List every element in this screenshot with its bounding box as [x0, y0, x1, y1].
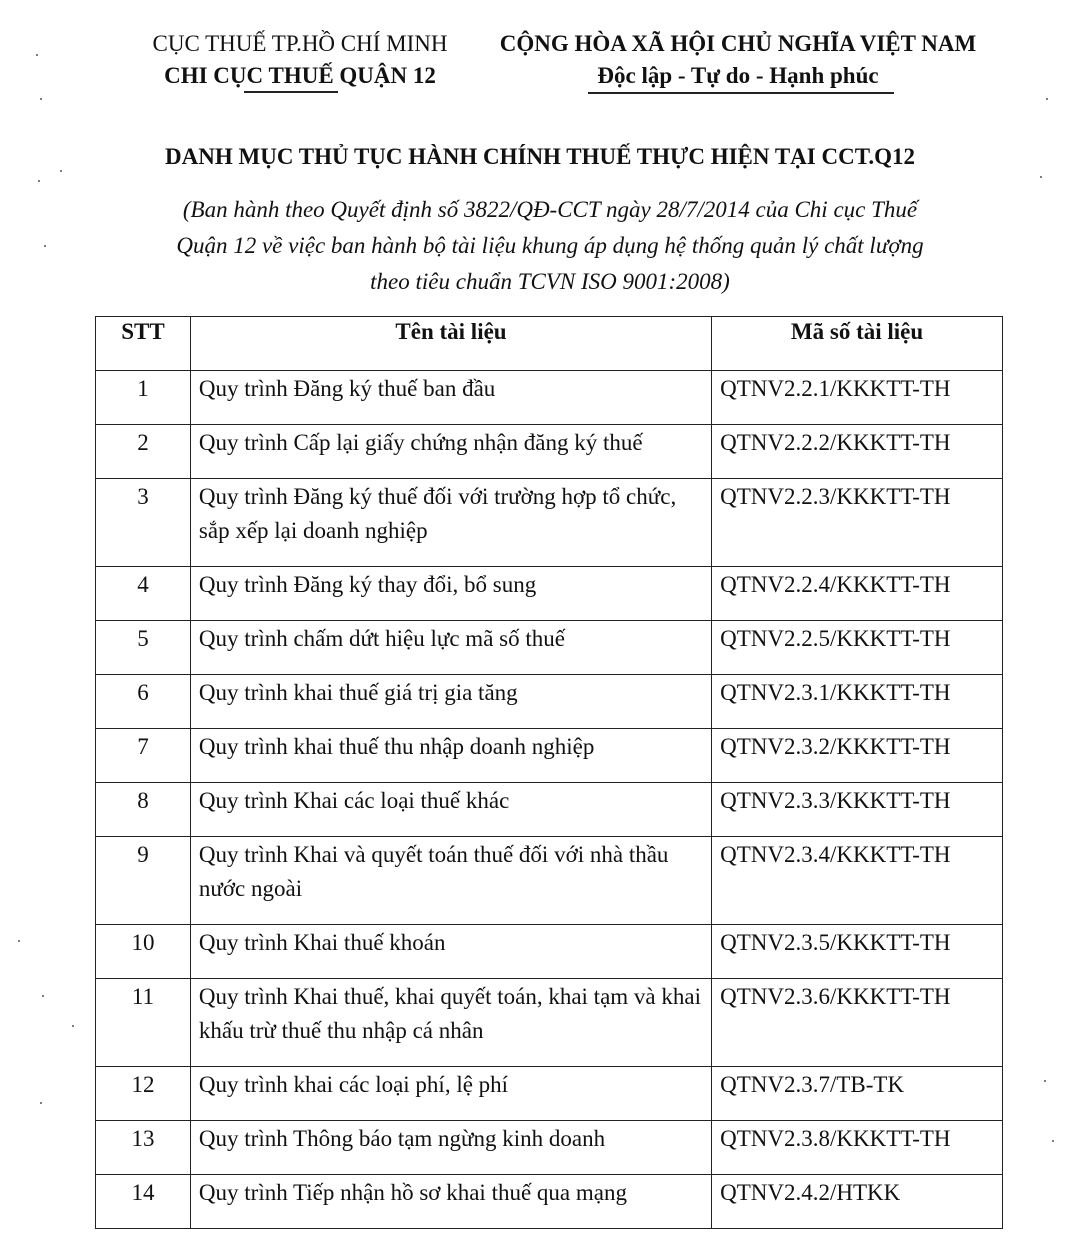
row-document-name: Quy trình Khai thuế, khai quyết toán, khai tạm và khai khấu trừ thuế thu nhập cá nhân [190, 979, 711, 1067]
national-motto: Độc lập - Tự do - Hạnh phúc [597, 63, 879, 88]
row-stt: 6 [96, 675, 191, 729]
table-row [96, 479, 1003, 567]
scan-speck [60, 170, 62, 172]
row-document-code: QTNV2.3.5/KKKTT-TH [712, 925, 1003, 979]
row-document-code: QTNV2.4.2/HTKK [712, 1175, 1003, 1229]
row-document-name: Quy trình Thông báo tạm ngừng kinh doanh [190, 1121, 711, 1175]
table-row [96, 729, 1003, 783]
row-document-code: QTNV2.3.4/KKKTT-TH [712, 837, 1003, 925]
scan-speck [42, 995, 44, 997]
row-document-code: QTNV2.2.3/KKKTT-TH [712, 479, 1003, 567]
table-row [96, 1067, 1003, 1121]
row-document-code: QTNV2.3.3/KKKTT-TH [712, 783, 1003, 837]
row-stt: 10 [96, 925, 191, 979]
row-document-name: Quy trình khai thuế giá trị gia tăng [190, 675, 711, 729]
row-stt: 2 [96, 425, 191, 479]
table-row [96, 371, 1003, 425]
country-name: CỘNG HÒA XÃ HỘI CHỦ NGHĨA VIỆT NAM [499, 31, 977, 56]
row-stt: 9 [96, 837, 191, 925]
scan-speck [36, 54, 38, 56]
table-row [96, 621, 1003, 675]
subtitle-line: Quận 12 về việc ban hành bộ tài liệu khung áp dụng hệ thống quản lý chất lượng [176, 233, 924, 258]
table-row [96, 1175, 1003, 1229]
row-document-name: Quy trình khai các loại phí, lệ phí [190, 1067, 711, 1121]
national-header [478, 28, 998, 92]
row-document-code: QTNV2.2.2/KKKTT-TH [712, 425, 1003, 479]
table-header-row [96, 317, 1003, 371]
motto-underline [588, 92, 894, 94]
table-row [96, 425, 1003, 479]
row-stt: 11 [96, 979, 191, 1067]
row-document-code: QTNV2.3.1/KKKTT-TH [712, 675, 1003, 729]
row-document-name: Quy trình Tiếp nhận hồ sơ khai thuế qua mạng [190, 1175, 711, 1229]
scan-speck [18, 940, 20, 942]
row-document-code: QTNV2.3.8/KKKTT-TH [712, 1121, 1003, 1175]
header-stt: STT [96, 317, 191, 371]
document-title: DANH MỤC THỦ TỤC HÀNH CHÍNH THUẾ THỰC HIỆN TẠI CCT.Q12 [165, 144, 915, 169]
scan-speck [40, 1102, 42, 1104]
row-document-code: QTNV2.2.5/KKKTT-TH [712, 621, 1003, 675]
row-document-name: Quy trình Đăng ký thay đổi, bổ sung [190, 567, 711, 621]
agency-name: CHI CỤC THUẾ QUẬN 12 [164, 63, 436, 88]
subtitle-line: (Ban hành theo Quyết định số 3822/QĐ-CCT ngày 28/7/2014 của Chi cục Thuế [182, 197, 918, 222]
row-stt: 8 [96, 783, 191, 837]
row-stt: 5 [96, 621, 191, 675]
table-row [96, 925, 1003, 979]
scan-speck [1040, 176, 1042, 178]
row-document-name: Quy trình Đăng ký thuế đối với trường hợp tổ chức, sắp xếp lại doanh nghiệp [190, 479, 711, 567]
row-document-code: QTNV2.3.7/TB-TK [712, 1067, 1003, 1121]
procedures-table [95, 316, 1003, 1229]
scan-speck [1046, 98, 1048, 100]
row-document-name: Quy trình Đăng ký thuế ban đầu [190, 371, 711, 425]
scan-speck [1052, 1140, 1054, 1142]
row-stt: 14 [96, 1175, 191, 1229]
row-document-code: QTNV2.3.2/KKKTT-TH [712, 729, 1003, 783]
table-row [96, 837, 1003, 925]
row-document-name: Quy trình Khai thuế khoán [190, 925, 711, 979]
table-row [96, 979, 1003, 1067]
row-stt: 3 [96, 479, 191, 567]
row-document-name: Quy trình khai thuế thu nhập doanh nghiệp [190, 729, 711, 783]
row-document-name: Quy trình chấm dứt hiệu lực mã số thuế [190, 621, 711, 675]
agency-header [130, 28, 470, 92]
header-document-name: Tên tài liệu [190, 317, 711, 371]
row-stt: 13 [96, 1121, 191, 1175]
scan-speck [40, 98, 42, 100]
scan-speck [72, 1025, 74, 1027]
scan-speck [1044, 1080, 1046, 1082]
row-document-name: Quy trình Cấp lại giấy chứng nhận đăng ký thuế [190, 425, 711, 479]
row-stt: 4 [96, 567, 191, 621]
row-document-code: QTNV2.3.6/KKKTT-TH [712, 979, 1003, 1067]
row-document-name: Quy trình Khai và quyết toán thuế đối với nhà thầu nước ngoài [190, 837, 711, 925]
table-row [96, 783, 1003, 837]
subtitle-line: theo tiêu chuẩn TCVN ISO 9001:2008) [370, 269, 730, 294]
row-document-code: QTNV2.2.4/KKKTT-TH [712, 567, 1003, 621]
header-document-code: Mã số tài liệu [712, 317, 1003, 371]
table-row [96, 567, 1003, 621]
document-subtitle [110, 192, 990, 300]
table-row [96, 675, 1003, 729]
agency-parent-name: CỤC THUẾ TP.HỒ CHÍ MINH [152, 31, 448, 56]
row-stt: 12 [96, 1067, 191, 1121]
row-document-code: QTNV2.2.1/KKKTT-TH [712, 371, 1003, 425]
agency-underline [244, 91, 338, 93]
scan-speck [38, 180, 40, 182]
row-document-name: Quy trình Khai các loại thuế khác [190, 783, 711, 837]
row-stt: 7 [96, 729, 191, 783]
scan-speck [44, 245, 46, 247]
table-row [96, 1121, 1003, 1175]
row-stt: 1 [96, 371, 191, 425]
